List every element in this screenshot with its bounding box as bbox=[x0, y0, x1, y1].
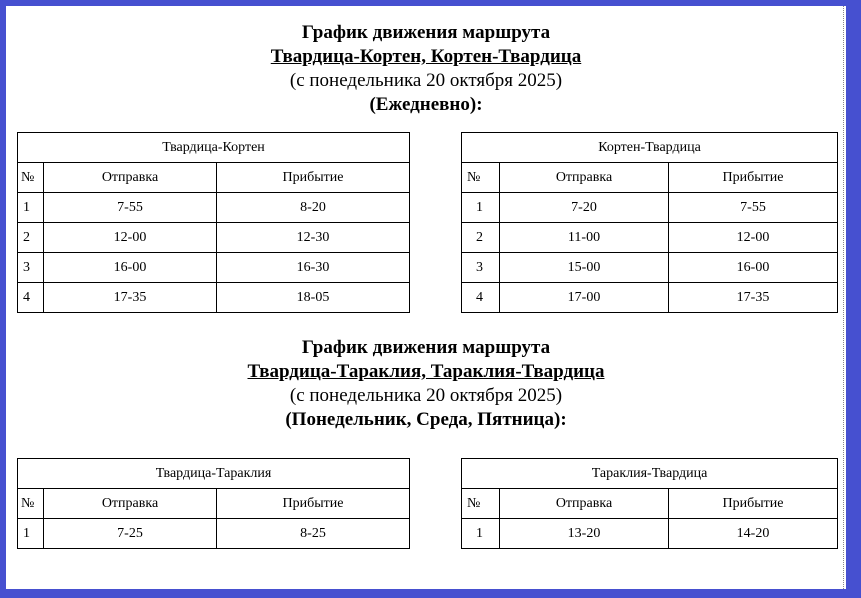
table-title-row bbox=[18, 133, 410, 163]
departure-time: 7-55 bbox=[44, 193, 217, 223]
table-header-row bbox=[18, 163, 410, 193]
column-header-arrival: Прибытие bbox=[217, 163, 410, 193]
schedule-header-2 bbox=[6, 336, 846, 432]
column-header-arrival: Прибытие bbox=[217, 489, 410, 519]
table-row bbox=[18, 253, 410, 283]
column-header-number: № bbox=[462, 163, 500, 193]
arrival-time: 12-30 bbox=[217, 223, 410, 253]
departure-time: 12-00 bbox=[44, 223, 217, 253]
row-number: 2 bbox=[462, 223, 500, 253]
arrival-time: 8-25 bbox=[217, 519, 410, 549]
table-title-row bbox=[462, 459, 838, 489]
departure-time: 17-00 bbox=[500, 283, 669, 313]
table-row bbox=[462, 223, 838, 253]
schedule-start-date: (с понедельника 20 октября 2025) bbox=[289, 385, 563, 406]
column-header-number: № bbox=[462, 489, 500, 519]
table-title-row bbox=[18, 459, 410, 489]
departure-time: 15-00 bbox=[500, 253, 669, 283]
table-title: Твардица-Кортен bbox=[18, 133, 410, 163]
row-number: 3 bbox=[462, 253, 500, 283]
row-number: 4 bbox=[462, 283, 500, 313]
departure-time: 13-20 bbox=[500, 519, 669, 549]
table-row bbox=[462, 193, 838, 223]
arrival-time: 14-20 bbox=[669, 519, 838, 549]
document-page bbox=[6, 6, 846, 589]
arrival-time: 16-30 bbox=[217, 253, 410, 283]
table-row bbox=[18, 193, 410, 223]
arrival-time: 17-35 bbox=[669, 283, 838, 313]
arrival-time: 18-05 bbox=[217, 283, 410, 313]
table-row bbox=[462, 253, 838, 283]
row-number: 4 bbox=[18, 283, 44, 313]
column-header-arrival: Прибытие bbox=[669, 489, 838, 519]
schedule-header-1 bbox=[6, 21, 846, 117]
table-header-row bbox=[18, 489, 410, 519]
column-header-arrival: Прибытие bbox=[669, 163, 838, 193]
row-number: 2 bbox=[18, 223, 44, 253]
table-row bbox=[462, 519, 838, 549]
row-number: 1 bbox=[462, 193, 500, 223]
table-row bbox=[18, 519, 410, 549]
schedule-route: Твардица-Тараклия, Тараклия-Твардица bbox=[247, 361, 605, 382]
arrival-time: 16-00 bbox=[669, 253, 838, 283]
table-row bbox=[18, 283, 410, 313]
column-header-departure: Отправка bbox=[44, 163, 217, 193]
table-title: Кортен-Твардица bbox=[462, 133, 838, 163]
departure-time: 7-25 bbox=[44, 519, 217, 549]
arrival-time: 8-20 bbox=[217, 193, 410, 223]
arrival-time: 7-55 bbox=[669, 193, 838, 223]
timetable-taraklia-tvarditsa bbox=[461, 458, 838, 549]
row-number: 1 bbox=[18, 193, 44, 223]
schedule-title: График движения маршрута bbox=[301, 337, 551, 358]
column-header-departure: Отправка bbox=[44, 489, 217, 519]
table-title-row bbox=[462, 133, 838, 163]
row-number: 3 bbox=[18, 253, 44, 283]
column-header-number: № bbox=[18, 163, 44, 193]
table-title: Тараклия-Твардица bbox=[462, 459, 838, 489]
timetable-korten-tvarditsa bbox=[461, 132, 838, 313]
timetable-tvarditsa-korten bbox=[17, 132, 410, 313]
departure-time: 11-00 bbox=[500, 223, 669, 253]
schedule-title: График движения маршрута bbox=[301, 22, 551, 43]
table-row bbox=[462, 283, 838, 313]
table-header-row bbox=[462, 489, 838, 519]
departure-time: 7-20 bbox=[500, 193, 669, 223]
row-number: 1 bbox=[18, 519, 44, 549]
column-header-departure: Отправка bbox=[500, 489, 669, 519]
schedule-start-date: (с понедельника 20 октября 2025) bbox=[289, 70, 563, 91]
schedule-route: Твардица-Кортен, Кортен-Твардица bbox=[270, 46, 582, 67]
departure-time: 16-00 bbox=[44, 253, 217, 283]
schedule-days: (Ежедневно): bbox=[369, 94, 483, 115]
row-number: 1 bbox=[462, 519, 500, 549]
column-header-departure: Отправка bbox=[500, 163, 669, 193]
schedule-days: (Понедельник, Среда, Пятница): bbox=[285, 409, 567, 430]
table-row bbox=[18, 223, 410, 253]
column-header-number: № bbox=[18, 489, 44, 519]
arrival-time: 12-00 bbox=[669, 223, 838, 253]
departure-time: 17-35 bbox=[44, 283, 217, 313]
table-header-row bbox=[462, 163, 838, 193]
timetable-tvarditsa-taraklia bbox=[17, 458, 410, 549]
table-title: Твардица-Тараклия bbox=[18, 459, 410, 489]
